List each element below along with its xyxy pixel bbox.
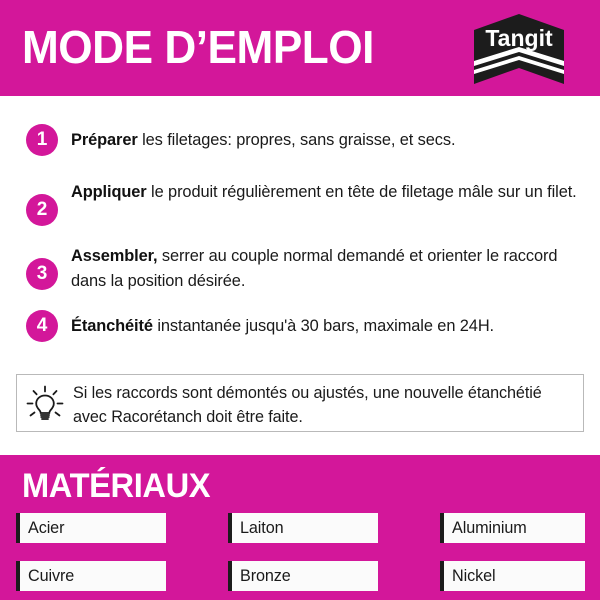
step-rest-4: instantanée jusqu'à 30 bars, maximale en 24H.	[152, 317, 495, 335]
step-number-badge-2: 2	[26, 194, 58, 226]
tip-note-text: Si les raccords sont démontés ou ajustés, une nouvelle étanchétié avec Racorétanch doit être faite.	[73, 384, 542, 426]
material-label: Cuivre	[28, 567, 75, 585]
page-title: MODE D’EMPLOI	[22, 21, 374, 73]
material-label: Acier	[28, 519, 65, 537]
material-item-aluminium	[440, 513, 585, 543]
step-rest-3: serrer au couple normal demandé et orienter le raccord dans la position désirée.	[71, 247, 558, 290]
material-item-bronze	[228, 561, 378, 591]
step-text-1	[71, 128, 584, 153]
step-rest-1: les filetages: propres, sans graisse, et secs.	[137, 131, 456, 149]
tangit-logo	[474, 14, 564, 84]
material-item-laiton	[228, 513, 378, 543]
material-item-nickel	[440, 561, 585, 591]
step-text-2	[71, 180, 584, 205]
step-bold-3: Assembler,	[71, 247, 158, 265]
step-number-badge-3: 3	[26, 258, 58, 290]
tip-note-box	[16, 374, 584, 432]
material-label: Laiton	[240, 519, 284, 537]
materials-section	[0, 455, 600, 600]
step-bold-4: Étanchéité	[71, 317, 153, 335]
materials-title: MATÉRIAUX	[22, 467, 211, 505]
step-rest-2: le produit régulièrement en tête de filetage mâle sur un filet.	[146, 183, 577, 201]
material-item-cuivre	[16, 561, 166, 591]
tangit-logo-wordmark: Tangit	[485, 25, 553, 51]
step-number-badge-1: 1	[26, 124, 58, 156]
step-bold-1: Préparer	[71, 131, 138, 149]
step-text-4	[71, 314, 584, 339]
step-text-3	[71, 244, 584, 294]
material-label: Bronze	[240, 567, 291, 585]
header-band	[0, 0, 600, 96]
material-label: Aluminium	[452, 519, 527, 537]
step-number-badge-4: 4	[26, 310, 58, 342]
step-bold-2: Appliquer	[71, 183, 147, 201]
material-label: Nickel	[452, 567, 496, 585]
material-item-acier	[16, 513, 166, 543]
lightbulb-icon	[24, 384, 66, 424]
